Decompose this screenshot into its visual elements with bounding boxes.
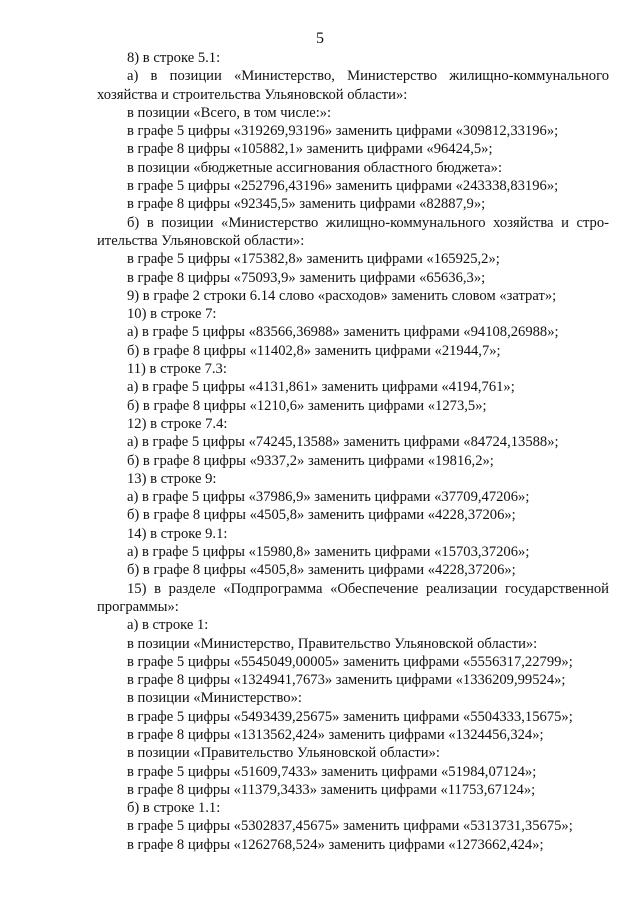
text-line: б) в позиции «Министерство жилищно-коммунального хозяйства и стро- <box>127 214 609 231</box>
text-line: в графе 5 цифры «175382,8» заменить цифрами «165925,2»; <box>127 251 500 268</box>
text-line: в графе 5 цифры «319269,93196» заменить цифрами «309812,33196»; <box>127 123 559 140</box>
text-line: в графе 5 цифры «5302837,45675» заменить цифрами «5313731,35675»; <box>127 818 573 835</box>
text-line: 12) в строке 7.4: <box>127 415 228 432</box>
text-line: в графе 8 цифры «92345,5» заменить цифрами «82887,9»; <box>127 196 486 213</box>
text-line: 13) в строке 9: <box>127 470 217 487</box>
text-line: в позиции «бюджетные ассигнования областного бюджета»: <box>127 159 502 176</box>
text-line: 14) в строке 9.1: <box>127 525 228 542</box>
text-line: б) в графе 8 цифры «11402,8» заменить цифрами «21944,7»; <box>127 342 501 359</box>
text-line: б) в графе 8 цифры «1210,6» заменить цифрами «1273,5»; <box>127 397 487 414</box>
text-line: в позиции «Правительство Ульяновской области»: <box>127 745 440 762</box>
text-line: а) в графе 5 цифры «37986,9» заменить цифрами «37709,47206»; <box>127 489 530 506</box>
text-line: б) в графе 8 цифры «4505,8» заменить цифрами «4228,37206»; <box>127 507 516 524</box>
text-line: 15) в разделе «Подпрограмма «Обеспечение реализации государственной <box>127 580 609 597</box>
text-line: в позиции «Министерство, Правительство Ульяновской области»: <box>127 635 538 652</box>
text-line: в графе 5 цифры «252796,43196» заменить цифрами «243338,83196»; <box>127 178 559 195</box>
text-line: в графе 5 цифры «5545049,00005» заменить цифрами «5556317,22799»; <box>127 653 573 670</box>
text-line: в графе 8 цифры «1262768,524» заменить цифрами «1273662,424»; <box>127 836 544 853</box>
text-line: б) в строке 1.1: <box>127 800 221 817</box>
text-line: ительства Ульяновской области»: <box>97 232 305 249</box>
page-number: 5 <box>316 30 324 47</box>
text-line: в графе 5 цифры «51609,7433» заменить цифрами «51984,07124»; <box>127 763 537 780</box>
text-line: хозяйства и строительства Ульяновской области»: <box>97 86 408 103</box>
text-line: 9) в графе 2 строки 6.14 слово «расходов» заменить словом «затрат»; <box>127 287 557 304</box>
text-line: в позиции «Министерство»: <box>127 690 302 707</box>
text-line: программы»: <box>97 598 179 615</box>
text-line: в графе 5 цифры «5493439,25675» заменить цифрами «5504333,15675»; <box>127 708 573 725</box>
text-line: б) в графе 8 цифры «9337,2» заменить цифрами «19816,2»; <box>127 452 494 469</box>
text-line: в графе 8 цифры «105882,1» заменить цифрами «96424,5»; <box>127 141 493 158</box>
text-line: б) в графе 8 цифры «4505,8» заменить цифрами «4228,37206»; <box>127 562 516 579</box>
text-line: в графе 8 цифры «11379,3433» заменить цифрами «11753,67124»; <box>127 781 536 798</box>
text-line: в графе 8 цифры «1324941,7673» заменить цифрами «1336209,99524»; <box>127 672 566 689</box>
text-line: 10) в строке 7: <box>127 306 217 323</box>
text-line: а) в графе 5 цифры «4131,861» заменить цифрами «4194,761»; <box>127 379 515 396</box>
text-line: а) в позиции «Министерство, Министерство жилищно-коммунального <box>127 68 609 85</box>
text-line: а) в графе 5 цифры «83566,36988» заменить цифрами «94108,26988»; <box>127 324 559 341</box>
text-line: в графе 8 цифры «1313562,424» заменить цифрами «1324456,324»; <box>127 726 544 743</box>
text-line: в графе 8 цифры «75093,9» заменить цифрами «65636,3»; <box>127 269 486 286</box>
text-line: а) в графе 5 цифры «15980,8» заменить цифрами «15703,37206»; <box>127 544 530 561</box>
text-line: а) в графе 5 цифры «74245,13588» заменить цифрами «84724,13588»; <box>127 434 559 451</box>
text-line: в позиции «Всего, в том числе:»: <box>127 104 332 121</box>
text-line: а) в строке 1: <box>127 617 209 634</box>
document-body <box>97 49 609 854</box>
text-line: 8) в строке 5.1: <box>127 50 221 66</box>
text-line: 11) в строке 7.3: <box>127 361 227 378</box>
